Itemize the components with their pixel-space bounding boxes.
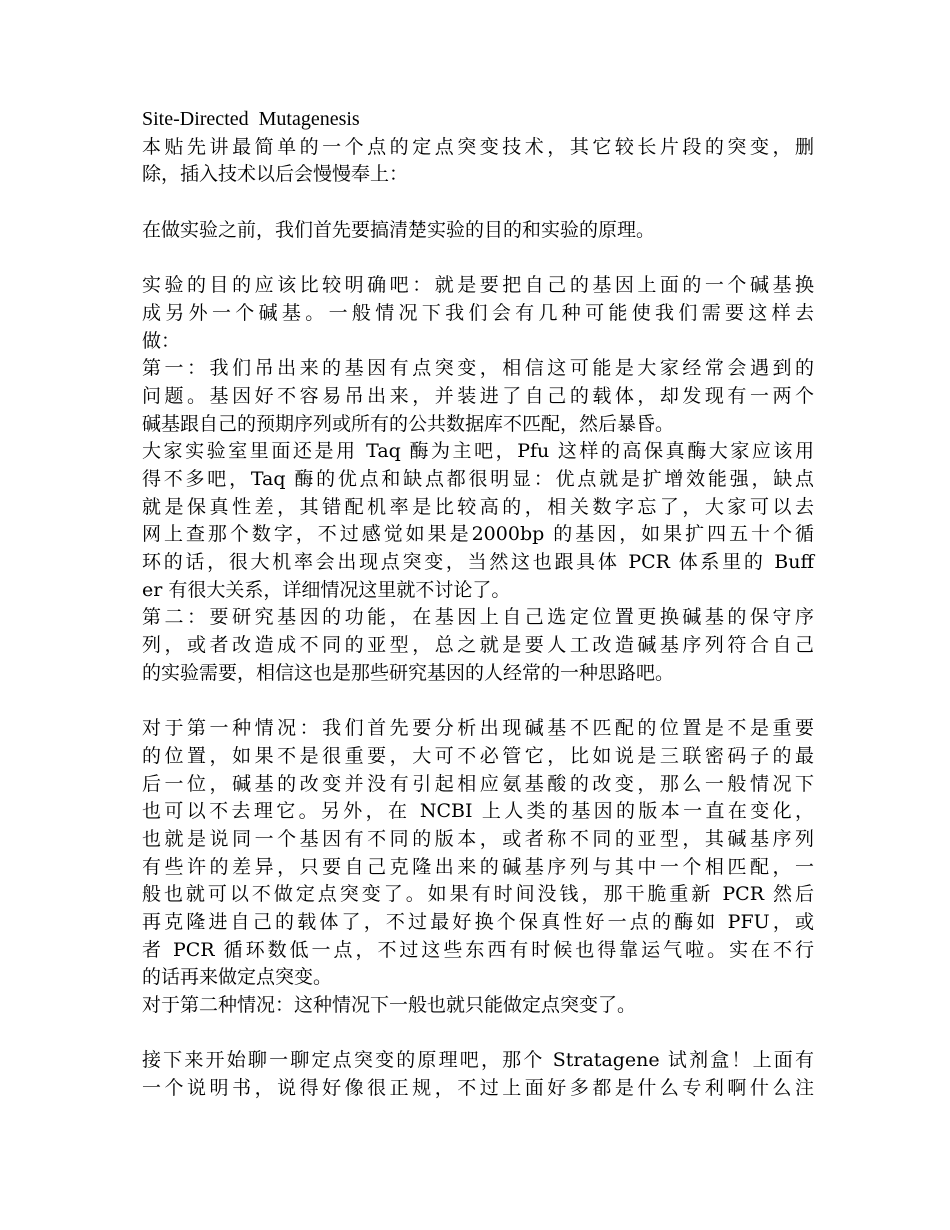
paragraph-line: 第一：我们吊出来的基因有点突变，相信这可能是大家经常会遇到的 — [142, 357, 814, 380]
paragraph-line: 环的话，很大机率会出现点突变，当然这也跟具体 PCR 体系里的 Buff — [142, 551, 814, 573]
paragraph-line: 做： — [142, 329, 181, 352]
paragraph-line: 也就是说同一个基因有不同的版本，或者称不同的亚型，其碱基序列 — [142, 827, 814, 850]
blank-line — [142, 244, 814, 272]
paragraph-line: 也可以不去理它。另外，在 NCBI 上人类的基因的版本一直在变化， — [142, 800, 814, 823]
paragraph-line: 问题。基因好不容易吊出来，并装进了自己的载体，却发现有一两个 — [142, 384, 814, 407]
paragraph-line: 网上查那个数字，不过感觉如果是2000bp 的基因，如果扩四五十个循 — [142, 523, 814, 546]
paragraph-line: 对于第二种情况：这种情况下一般也就只能做定点突变了。 — [142, 994, 637, 1016]
paragraph-line: 除，插入技术以后会慢慢奉上： — [142, 163, 409, 186]
paragraph-line: 列，或者改造成不同的亚型，总之就是要人工改造碱基序列符合自己 — [142, 634, 814, 657]
paragraph-line: er 有很大关系，详细情况这里就不讨论了。 — [142, 578, 511, 601]
paragraph-line: 第二：要研究基因的功能，在基因上自己选定位置更换碱基的保守序 — [142, 606, 814, 629]
document-page — [142, 106, 814, 1103]
paragraph-line: 得不多吧，Taq 酶的优点和缺点都很明显：优点就是扩增效能强，缺点 — [142, 467, 814, 490]
document-body — [142, 134, 814, 1103]
paragraph-line: 后一位，碱基的改变并没有引起相应氨基酸的改变，那么一般情况下 — [142, 772, 814, 795]
paragraph-line: 的实验需要，相信这也是那些研究基因的人经常的一种思路吧。 — [142, 661, 675, 684]
document-title: Site-Directed Mutagenesis — [142, 108, 360, 130]
paragraph-line: 碱基跟自己的预期序列或所有的公共数据库不匹配，然后暴昏。 — [142, 412, 675, 435]
paragraph-line: 本贴先讲最简单的一个点的定点突变技术，其它较长片段的突变，删 — [142, 135, 814, 158]
paragraph-line: 成另外一个碱基。一般情况下我们会有几种可能使我们需要这样去 — [142, 301, 814, 324]
paragraph-line: 者 PCR 循环数低一点，不过这些东西有时候也得靠运气啦。实在不行 — [142, 938, 814, 961]
blank-line — [142, 189, 814, 217]
paragraph-line: 对于第一种情况：我们首先要分析出现碱基不匹配的位置是不是重要 — [142, 717, 814, 740]
paragraph-line: 般也就可以不做定点突变了。如果有时间没钱，那干脆重新 PCR 然后 — [142, 883, 814, 906]
paragraph-line: 的话再来做定点突变。 — [142, 966, 333, 989]
paragraph-line: 大家实验室里面还是用 Taq 酶为主吧，Pfu 这样的高保真酶大家应该用 — [142, 440, 814, 463]
paragraph-line: 接下来开始聊一聊定点突变的原理吧，那个 Stratagene 试剂盒！上面有 — [142, 1049, 814, 1072]
paragraph-line: 一个说明书，说得好像很正规，不过上面好多都是什么专利啊什么注 — [142, 1077, 814, 1100]
blank-line — [142, 687, 814, 715]
paragraph-line: 再克隆进自己的载体了，不过最好换个保真性好一点的酶如 PFU，或 — [142, 910, 814, 933]
paragraph-line: 的位置，如果不是很重要，大可不必管它，比如说是三联密码子的最 — [142, 744, 814, 767]
paragraph-line: 就是保真性差，其错配机率是比较高的，相关数字忘了，大家可以去 — [142, 495, 814, 518]
blank-line — [142, 1020, 814, 1048]
paragraph-line: 在做实验之前，我们首先要搞清楚实验的目的和实验的原理。 — [142, 218, 656, 241]
paragraph-line: 实验的目的应该比较明确吧：就是要把自己的基因上面的一个碱基换 — [142, 274, 814, 297]
paragraph-line: 有些许的差异，只要自己克隆出来的碱基序列与其中一个相匹配，一 — [142, 855, 814, 878]
